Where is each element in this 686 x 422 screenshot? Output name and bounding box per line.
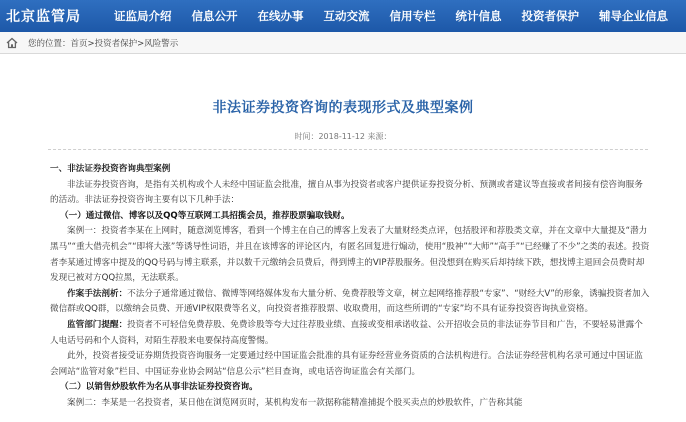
nav-item-intro[interactable]: 证监局介绍 — [114, 9, 172, 23]
nav-item-investor-protection[interactable]: 投资者保护 — [521, 9, 579, 23]
nav-item-statistics[interactable]: 统计信息 — [455, 9, 502, 23]
warning-text: 投资者不可轻信免费荐股、免费诊股等夸大过往荐股业绩、直接或变相承诺收益、公开招收会员的非法证券节目和广告，不要轻易泄露个人电话号码和个人资料，对陌生荐股来电要保持高度警惕。 — [50, 319, 643, 346]
article-meta: 时间：2018-11-12 来源： — [294, 132, 392, 141]
article-title: 非法证券投资咨询的表现形式及典型案例 — [212, 100, 474, 116]
subsection-heading-2: （二）以销售炒股软件为名从事非法证券投资咨询。 — [60, 382, 258, 393]
paragraph-warning — [50, 318, 650, 349]
home-icon[interactable] — [6, 37, 18, 49]
method-label: 作案手法剖析： — [67, 288, 128, 299]
paragraph-intro: 非法证券投资咨询，是指有关机构或个人未经中国证监会批准，擅自从事为投资者或客户提供证券投资分析、预测或者建议等直接或者间接有偿咨询服务的活动。非法证券投资咨询主要有以下几种手法： — [50, 179, 643, 206]
method-text: 不法分子通常通过微信、微博等网络媒体发布大量分析、免费荐股等文章，树立起网络推荐股“专家”、“财经大V”的形象，诱骗投资者加入微信群或QQ群，以缴纳会员费、开通VIP权限费等名义，向投资者推荐股票、收取费用，而这些所谓的“专家”均不具有证券投资咨询执业资格。 — [50, 288, 650, 315]
section-heading: 一、非法证券投资咨询典型案例 — [50, 164, 171, 174]
nav-item-online-service[interactable]: 在线办事 — [257, 9, 304, 23]
breadcrumb[interactable]: 您的位置：首页>投资者保护>风险警示 — [28, 38, 179, 49]
nav-item-public-info[interactable]: 信息公开 — [191, 9, 238, 23]
paragraph-case2: 案例二：李某是一名投资者，某日他在浏览网页时，某机构发布一款据称能精准捕捉个股买卖点的炒股软件，广告称其能 — [67, 397, 523, 408]
paragraph-extra: 此外，投资者接受证券期货投资咨询服务一定要通过经中国证监会批准的具有证券经营业务资质的合法机构进行。合法证券经营机构名录可通过中国证监会网站“监管对象”栏目、中国证券业协会网站“信息公示”栏目查询，或电话咨询证监会有关部门。 — [50, 351, 643, 377]
top-nav-bar — [0, 0, 686, 32]
breadcrumb-bar — [0, 32, 686, 54]
nav-item-interaction[interactable]: 互动交流 — [323, 9, 370, 23]
paragraph-method — [50, 287, 650, 318]
site-logo[interactable]: 北京监管局 — [6, 9, 81, 25]
divider — [48, 149, 648, 150]
nav-item-credit[interactable]: 信用专栏 — [389, 9, 436, 23]
warning-label: 监管部门提醒： — [67, 319, 128, 330]
paragraph-case1: 案例一：投资者李某在上网时，随意浏览博客，看到一个博主在自己的博客上发表了大量财经类点评，包括股评和荐股类文章，并在文章中大量提及“潜力黑马”“重大借壳机会”“即将大涨”等诱导性词语，并且在该博客的评论区内，有匿名回复进行煽动，使用“股神”“大师”“高手”“已经赚了不少”之类的表述。投资者李某通过博客中提及的QQ号码与博主联系，并以数千元缴纳会员费后，得到博主的VIP荐股服务。但没想到在购买后却持续下跌，想找博主退回会员费时却发现已被对方QQ拉黑，无法联系。 — [50, 226, 650, 284]
subsection-heading: （一）通过微信、博客以及QQ等互联网工具招揽会员，推荐股票骗取钱财。 — [60, 210, 350, 221]
nav-item-tutoring[interactable]: 辅导企业信息 — [599, 9, 668, 23]
main-nav — [104, 0, 678, 32]
article-body — [50, 162, 650, 412]
